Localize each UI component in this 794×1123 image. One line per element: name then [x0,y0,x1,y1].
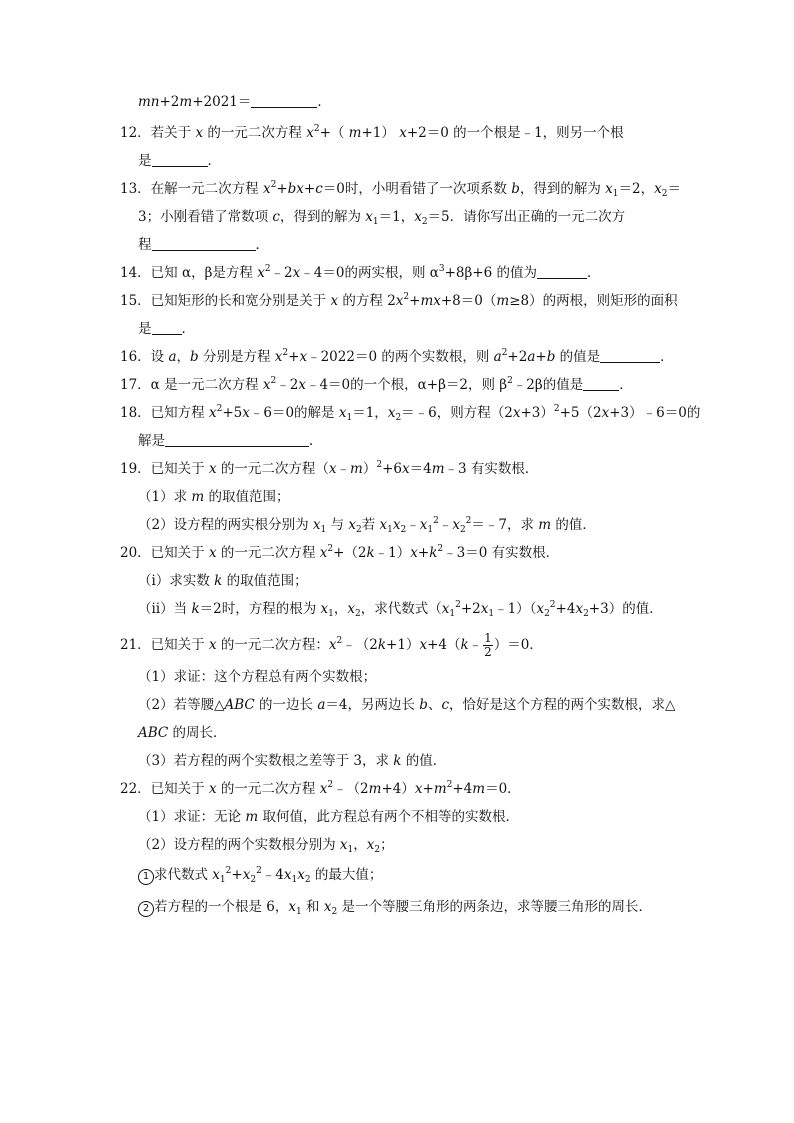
question-19-part1: （1）求 m 的取值范围； [138,489,290,505]
question-18: 18．已知方程 $x^2+5x﹣6=0$的解是 $x_1=1$，$x_2=﹣6$，则方程$(2x+3)^2+5(2x+3)﹣6=0$的 [120,404,701,423]
answer-blank[interactable] [152,152,208,167]
question-13-cont1: 3；小刚看错了常数项 c，得到的解为 $x_1=1$，$x_2=5$．请你写出正确的一元二次方 [138,209,626,227]
question-22-part1: （1）求证：无论 m 取何值，此方程总有两个不相等的实数根． [138,809,519,825]
question-14: 14．已知 α，β是方程 $x^2﹣2x﹣4=0$的两实根，则 $\alpha^3+8\beta+6$ 的值为 ． [120,264,601,281]
question-21-part3: （3）若方程的两个实数根之差等于 3，求 k 的值． [138,753,447,769]
fraction-one-half: $\frac{1}{2}$ [484,631,492,659]
question-22-part2-sub2: 2 若方程的一个根是 6，$x_1$ 和 $x_2$ 是一个等腰三角形的两条边，求等腰三角形的周长． [138,898,652,917]
question-17: 17．α 是一元二次方程 $x^2﹣2x﹣4=0$的一个根，α+β＝2，则 $\beta^2﹣2\beta$的值是 ． [120,376,633,393]
question-20-part2: （ⅱ）当 k＝2时，方程的根为 $x_1$，$x_2$，求代数式$(x_1^2+2x_1﹣1)(x_2^2+4x_2+3)$的值． [138,600,663,619]
question-13-cont2: 程 ． [138,237,269,253]
answer-blank[interactable] [152,236,256,251]
answer-blank[interactable] [600,348,660,363]
question-15: 15．已知矩形的长和宽分别是关于 x 的方程 $2x^2+mx+8=0(m\ge 8)$的两根，则矩形的面积 [120,292,678,309]
answer-blank[interactable] [152,320,182,335]
question-20-part1: （ⅰ）求实数 k 的取值范围； [138,573,308,589]
answer-blank[interactable] [165,432,309,447]
question-19-part2: （2）设方程的两实根分别为 $x_1$ 与 $x_2$若 $x_1x_2﹣x_1^2﹣x_2^2=﹣7$，求 m 的值． [138,516,596,535]
question-21-part1: （1）求证：这个方程总有两个实数根； [138,669,377,685]
question-15-cont: 是 ． [138,321,195,337]
q11-tail: mn+2m+2021＝ ． [138,94,331,110]
question-16: 16．设 a，b 分别是方程 $x^2+x﹣2022=0$ 的两个实数根，则 $a^2+2a+b$ 的值是 ． [120,348,674,365]
question-12: 12．若关于 x 的一元二次方程 $x^2+$（ m+1） x+2＝0 的一个根是﹣1，则另一个根 [120,124,624,141]
question-12-cont: 是 ． [138,153,221,169]
circled-two-icon: 2 [138,901,154,917]
question-20: 20．已知关于 x 的一元二次方程 $x^2+(2k﹣1)x+k^2﹣3=0$ 有实数根． [120,544,560,561]
question-22: 22．已知关于 x 的一元二次方程 $x^2﹣(2m+4)x+m^2+4m=0$． [120,780,521,797]
question-21: 21．已知关于 x 的一元二次方程：$x^2﹣(2k+1)x+4(k﹣$ $\frac{1}{2}$ ）＝0． [120,631,543,659]
answer-blank[interactable] [583,376,619,391]
question-21-part2-cont: ABC 的周长． [138,725,227,741]
question-21-part2: （2）若等腰△ABC 的一边长 a＝4，另两边长 b、c，恰好是这个方程的两个实数根，求△ [138,697,676,713]
answer-blank[interactable] [537,264,587,279]
question-19: 19．已知关于 x 的一元二次方程（x﹣m）$^2$+6x＝4m﹣3 有实数根． [120,460,539,477]
question-18-cont: 解是 ． [138,433,323,449]
circled-one-icon: 1 [138,869,154,885]
question-22-part2: （2）设方程的两个实数根分别为 $x_1$，$x_2$； [138,837,394,855]
answer-blank[interactable] [251,93,317,108]
question-22-part2-sub1: 1 求代数式 $x_1^2+x_2^2﹣4x_1x_2$ 的最大值； [138,866,382,885]
question-13: 13．在解一元二次方程 $x^2+bx+c=0$时，小明看错了一次项系数 b，得到的解为 $x_1=2$，$x_2=$ [120,180,681,199]
